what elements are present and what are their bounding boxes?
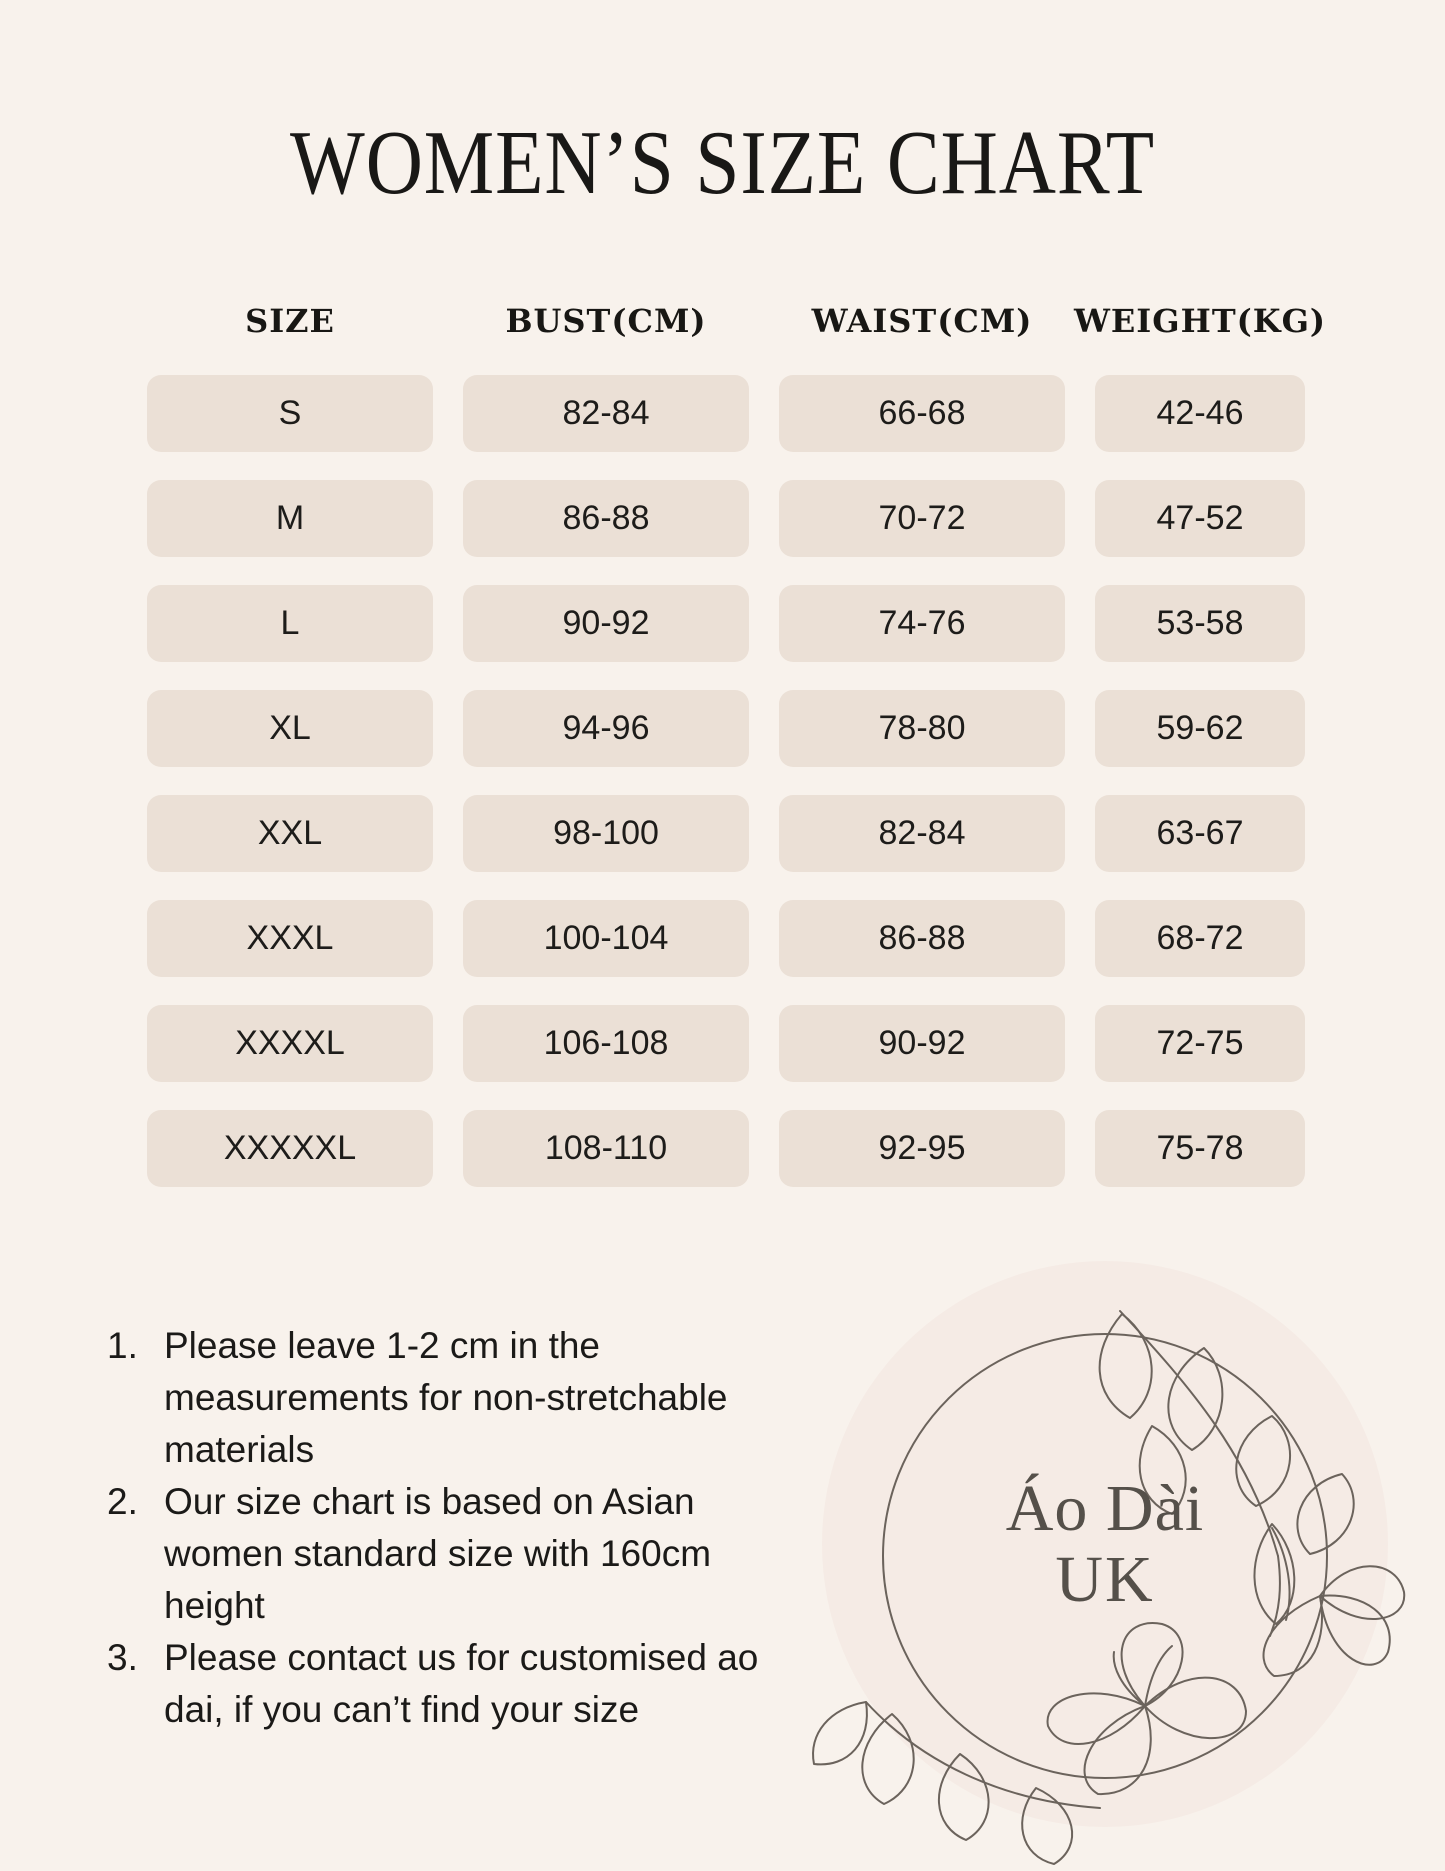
note-line: women standard size with 160cm — [164, 1533, 712, 1574]
column-header-size: SIZE — [245, 302, 335, 340]
waist-cell: 74-76 — [779, 585, 1065, 662]
note-number: 3. — [107, 1637, 138, 1678]
weight-cell: 63-67 — [1095, 795, 1305, 872]
bust-cell: 86-88 — [463, 480, 749, 557]
note-line: measurements for non-stretchable — [164, 1377, 728, 1418]
note-line: Please contact us for customised ao — [164, 1637, 759, 1678]
waist-cell: 90-92 — [779, 1005, 1065, 1082]
weight-cell: 42-46 — [1095, 375, 1305, 452]
weight-cell: 68-72 — [1095, 900, 1305, 977]
size-cell: XXXXXL — [147, 1110, 433, 1187]
logo-text-line2: UK — [1055, 1543, 1155, 1616]
bust-cell: 100-104 — [463, 900, 749, 977]
logo-text-line1: Áo Dài — [1005, 1472, 1205, 1545]
size-cell: S — [147, 375, 433, 452]
weight-cell: 59-62 — [1095, 690, 1305, 767]
note-item — [107, 1632, 759, 1736]
note-item — [107, 1320, 747, 1476]
waist-cell: 78-80 — [779, 690, 1065, 767]
note-number: 1. — [107, 1325, 138, 1366]
note-line: Our size chart is based on Asian — [164, 1481, 695, 1522]
bust-cell: 94-96 — [463, 690, 749, 767]
size-cell: XXXL — [147, 900, 433, 977]
size-cell: XXXXL — [147, 1005, 433, 1082]
logo-text — [800, 1472, 1410, 1614]
column-header-waist: WAIST(CM) — [811, 302, 1033, 340]
bust-cell: 90-92 — [463, 585, 749, 662]
brand-logo — [800, 1256, 1440, 1871]
bust-cell: 98-100 — [463, 795, 749, 872]
weight-cell: 47-52 — [1095, 480, 1305, 557]
note-line: height — [164, 1585, 265, 1626]
waist-cell: 82-84 — [779, 795, 1065, 872]
notes-list — [107, 1320, 759, 1736]
bust-cell: 106-108 — [463, 1005, 749, 1082]
column-header-bust: BUST(CM) — [505, 302, 707, 340]
weight-cell: 75-78 — [1095, 1110, 1305, 1187]
size-cell: M — [147, 480, 433, 557]
waist-cell: 86-88 — [779, 900, 1065, 977]
size-cell: L — [147, 585, 433, 662]
weight-cell: 72-75 — [1095, 1005, 1305, 1082]
size-chart-table — [147, 295, 1327, 1187]
column-header-weight: WEIGHT(KG) — [1073, 302, 1327, 340]
bust-cell: 108-110 — [463, 1110, 749, 1187]
note-line: materials — [164, 1429, 315, 1470]
size-cell: XL — [147, 690, 433, 767]
weight-cell: 53-58 — [1095, 585, 1305, 662]
waist-cell: 70-72 — [779, 480, 1065, 557]
size-cell: XXL — [147, 795, 433, 872]
bust-cell: 82-84 — [463, 375, 749, 452]
note-line: dai, if you can’t find your size — [164, 1689, 640, 1730]
note-number: 2. — [107, 1481, 138, 1522]
waist-cell: 92-95 — [779, 1110, 1065, 1187]
note-line: Please leave 1-2 cm in the — [164, 1325, 601, 1366]
page-title-text: WOMEN’S SIZE CHART — [289, 113, 1156, 214]
note-item — [107, 1476, 747, 1632]
waist-cell: 66-68 — [779, 375, 1065, 452]
page-title — [0, 113, 1445, 214]
